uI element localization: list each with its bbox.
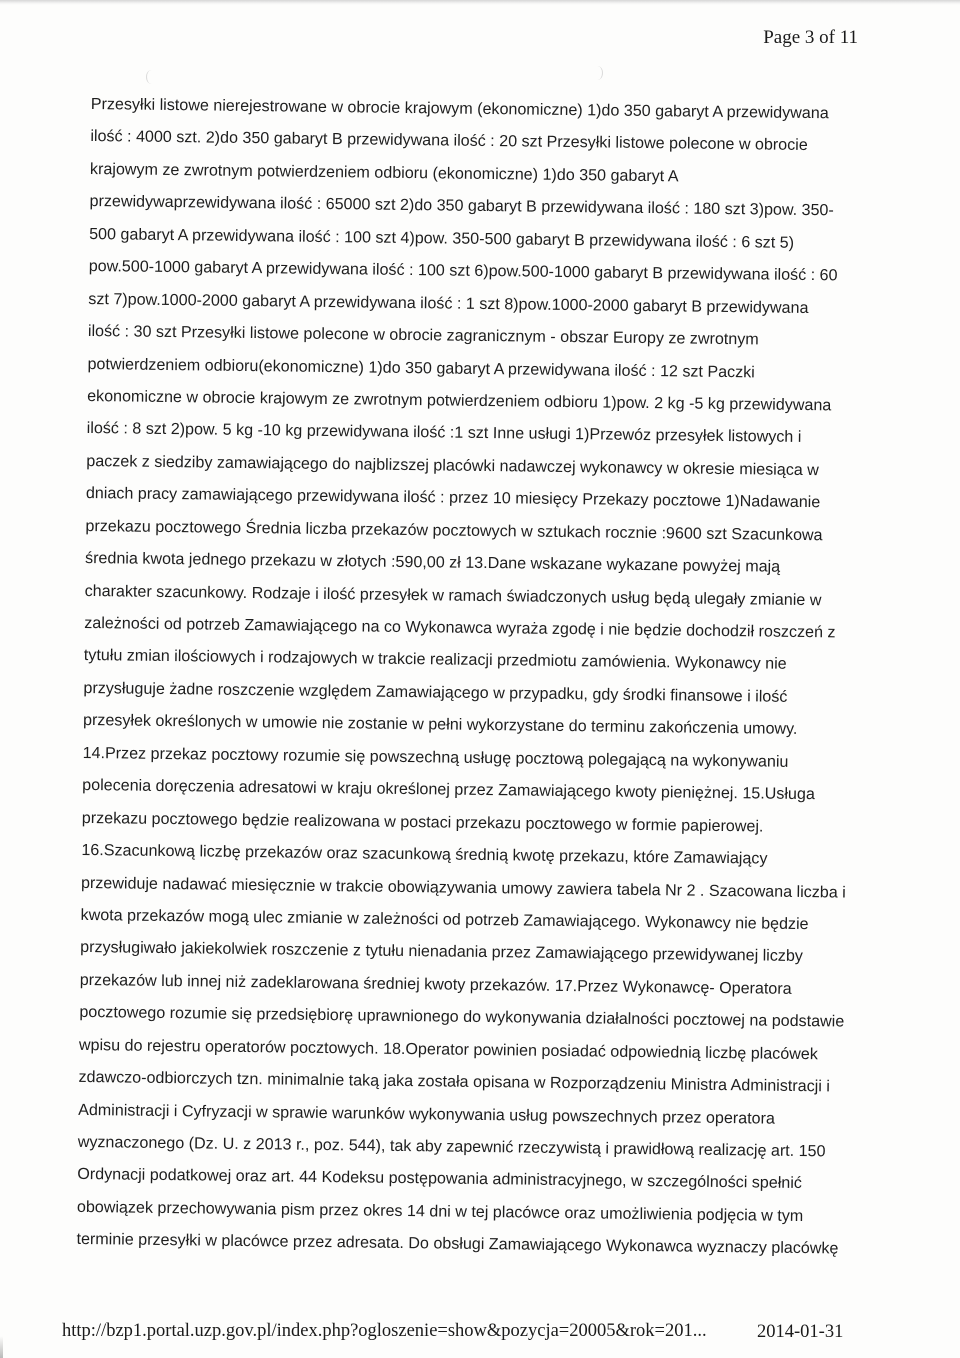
footer-url: http://bzp1.portal.uzp.gov.pl/index.php?ogloszenie=show&pozycja=20005&rok=201... bbox=[62, 1321, 707, 1341]
body-text-line: przewiduje nadawać miesięcznie w trakcie obowiązywania umowy zawiera tabela Nr 2 . Szacowana liczba i bbox=[80, 873, 846, 902]
body-text-line: przysługiwało jakiekolwiek roszczenie z tytułu nienadania przez Zamawiającego przewidywanej liczby bbox=[80, 938, 804, 966]
body-text-line: przysługuje żadne roszczenie względem Zamawiającego w przypadku, gdy środki finansowe i ilość bbox=[83, 678, 788, 706]
scan-top-edge bbox=[0, 0, 960, 5]
body-text-line: Ordynacji podatkowej oraz art. 44 Kodeksu postępowania administracyjnego, w szczególności spełnić bbox=[77, 1165, 803, 1193]
body-text-line: średnia kwota jednego przekazu w złotych :590,00 zł 13.Dane wskazane wykazane powyżej mają bbox=[84, 549, 781, 576]
body-text-line: terminie przesyłki w placówce przez adresata. Do obsługi Zamawiającego Wykonawca wyznaczy placówkę bbox=[76, 1230, 839, 1258]
body-text-line: zdawczo-odbiorczych tzn. minimalnie taką jaka została opisana w Rozporządzeniu Ministra Administracji i bbox=[78, 1068, 830, 1096]
body-text-line: ilość : 30 szt Przesyłki listowe polecone w obrocie zagranicznym - obszar Europy ze zwrotnym bbox=[87, 322, 759, 349]
footer-date: 2014-01-31 bbox=[757, 1322, 844, 1342]
body-text-line: przekazu pocztowego będzie realizowana w postaci przekazu pocztowego w formie papierowej. bbox=[81, 808, 764, 836]
page-number-label: Page 3 of 11 bbox=[763, 27, 858, 48]
scan-mark bbox=[146, 70, 157, 84]
body-text-line: 16.Szacunkową liczbę przekazów oraz szacunkową średnią kwotę przekazu, które Zamawiający bbox=[81, 841, 768, 868]
body-text-line: paczek z siedziby zamawiającego do najblizszej placówki nadawczej wykonawcy w okresie miesiąca w bbox=[86, 451, 819, 479]
body-text-line: obowiązek przechowywania pism przez okres 14 dni w tej placówce oraz umożliwienia podjęcia w tym bbox=[76, 1197, 804, 1225]
body-text-line: potwierdzeniem odbioru(ekonomiczne) 1)do 350 gabaryt A przewidywana ilość : 12 szt Paczki bbox=[87, 354, 755, 381]
body-text-line: przekazu pocztowego Średnia liczba przekazów pocztowych w sztukach rocznie :9600 szt Szacunkowa bbox=[85, 516, 823, 544]
scan-corner-shadow bbox=[0, 1336, 3, 1358]
body-text-line: 14.Przez przekaz pocztowy rozumie się powszechną usługę pocztową polegającą na wykonywaniu bbox=[82, 743, 789, 771]
scan-mark bbox=[592, 66, 603, 80]
body-text-line: Administracji i Cyfryzacji w sprawie warunków wykonywania usług powszechnych przez operatora bbox=[78, 1100, 776, 1128]
body-text-line: przesyłek określonych w umowie nie zostanie w pełni wykorzystane do terminu zakończenia umowy. bbox=[82, 711, 798, 739]
body-text-line: kwota przekazów mogą ulec zmianie w zależności od potrzeb Zamawiającego. Wykonawcy nie będzie bbox=[80, 905, 809, 934]
body-text-line: szt 7)pow.1000-2000 gabaryt A przewidywana ilość : 1 szt 8)pow.1000-2000 gabaryt B przewidywana bbox=[88, 289, 809, 317]
body-text-line: wyznaczonego (Dz. U. z 2013 r., poz. 544), tak aby zapewnić rzeczywistą i prawidłową realizację art. 150 bbox=[77, 1132, 826, 1161]
body-text-line: przekazów lub innej niż zadeklarowana średniej kwoty przekazów. 17.Przez Wykonawcę- Operatora bbox=[79, 970, 792, 998]
body-text-line: ilość : 8 szt 2)pow. 5 kg -10 kg przewidywana ilość :1 szt Inne usługi 1)Przewóz przesyłek listowych i bbox=[86, 419, 802, 447]
body-text-line: pocztowego rozumie się przedsiębiorę uprawnionego do wykonywania działalności pocztowej na podstawie bbox=[79, 1003, 845, 1031]
body-text-line: charakter szacunkowy. Rodzaje i ilość przesyłek w ramach świadczonych usług będą ulegały zmianie w bbox=[84, 581, 822, 609]
body-text-line: dniach pracy zamawiającego przewidywana ilość : przez 10 miesięcy Przekazy pocztowe 1)Nadawanie bbox=[85, 484, 821, 512]
body-text-line: polecenia doręczenia adresatowi w kraju określonej przez Zamawiającego kwoty pieniężnej. 15.Usługa bbox=[82, 776, 815, 804]
body-text-line: krajowym ze zwrotnym potwierdzeniem odbioru (ekonomiczne) 1)do 350 gabaryt A bbox=[89, 159, 679, 186]
body-text-line: wpisu do rejestru operatorów pocztowych. 18.Operator powinien posiadać odpowiednią liczbę placówek bbox=[78, 1035, 818, 1063]
body-text-line: Przesyłki listowe nierejestrowane w obrocie krajowym (ekonomiczne) 1)do 350 gabaryt A przewidywana bbox=[90, 94, 829, 123]
body-text-line: zależności od potrzeb Zamawiającego na co Wykonawca wyraża zgodę i nie będzie dochodził roszczeń z bbox=[84, 613, 836, 642]
body-text-line: ekonomiczne w obrocie krajowym ze zwrotnym potwierdzeniem odbioru 1)pow. 2 kg -5 kg przewidywana bbox=[87, 386, 832, 415]
body-text-line: ilość : 4000 szt. 2)do 350 gabaryt B przewidywana ilość : 20 szt Przesyłki listowe polecone w obrocie bbox=[90, 127, 808, 155]
document-body bbox=[76, 88, 911, 1266]
body-text-line: pow.500-1000 gabaryt A przewidywana ilość : 100 szt 6)pow.500-1000 gabaryt B przewidywana ilość : 60 bbox=[88, 257, 838, 285]
body-text-line: przewidywaprzewidywana ilość : 65000 szt 2)do 350 gabaryt B przewidywana ilość : 180 szt 3)pow. 350- bbox=[89, 192, 834, 220]
body-text-line: tytułu zmian ilościowych i rodzajowych w trakcie realizacji przedmiotu zamówienia. Wykonawcy nie bbox=[83, 646, 787, 674]
body-text-line: 500 gabaryt A przewidywana ilość : 100 szt 4)pow. 350-500 gabaryt B przewidywana ilość : 6 szt 5) bbox=[89, 224, 795, 252]
